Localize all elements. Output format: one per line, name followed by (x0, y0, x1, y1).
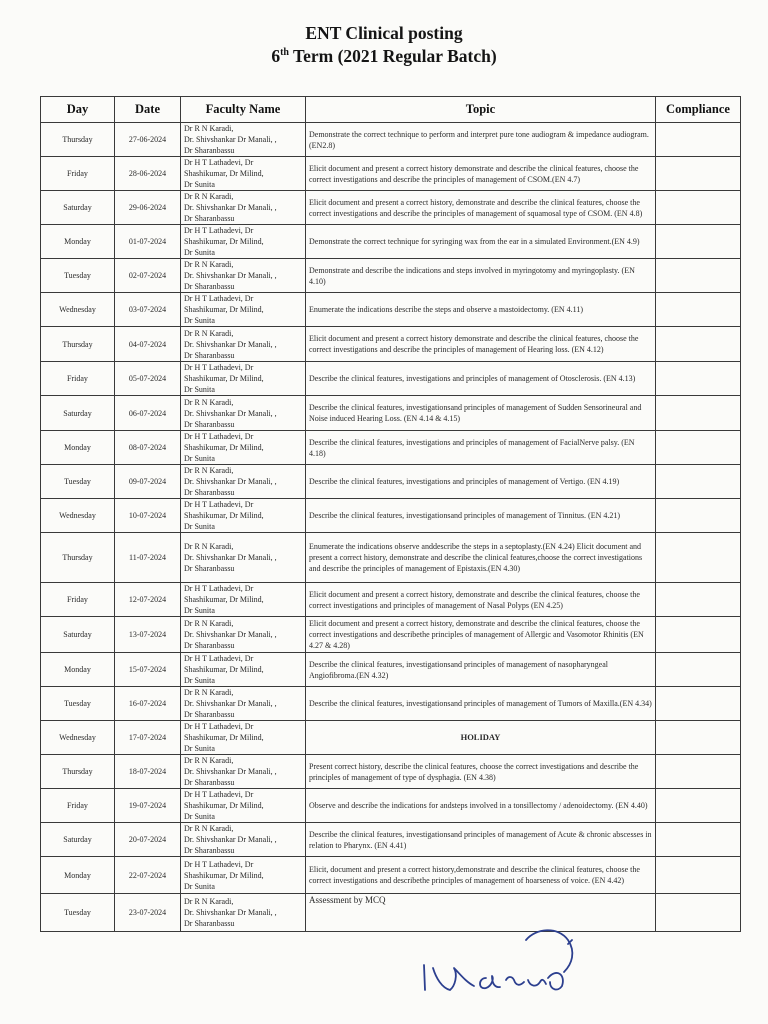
topic-cell: Describe the clinical features, investigations and principles of management of Otosclerosis. (EN 4.13) (306, 362, 656, 396)
signature (400, 920, 600, 1010)
table-row (41, 499, 741, 533)
faculty-name-line: Dr Sunita (184, 180, 215, 189)
faculty-cell (181, 687, 306, 721)
document-title: ENT Clinical posting (305, 23, 463, 43)
faculty-name-line: Dr H T Lathadevi, Dr (184, 363, 254, 372)
faculty-name-line: Dr H T Lathadevi, Dr (184, 722, 254, 731)
faculty-name-line: Dr Sunita (184, 881, 215, 891)
compliance-cell (656, 721, 741, 755)
date-cell: 04-07-2024 (115, 327, 181, 362)
topic-cell: Demonstrate the correct technique for syringing wax from the ear in a simulated Environment.(EN 4.9) (306, 225, 656, 259)
day-cell: Monday (41, 225, 115, 259)
faculty-name-line: Dr Sharanbassu (184, 282, 235, 291)
faculty-name-line: Shashikumar, Dr Milind, (184, 801, 264, 810)
faculty-name-line: Dr Sunita (184, 812, 215, 821)
compliance-cell (656, 431, 741, 465)
faculty-cell (181, 789, 306, 823)
date-cell: 12-07-2024 (115, 583, 181, 617)
compliance-cell (656, 617, 741, 653)
faculty-name-line: Dr Sharanbassu (184, 146, 235, 155)
faculty-cell (181, 123, 306, 157)
faculty-name-line: Dr Sunita (184, 316, 215, 325)
faculty-name-line: Dr. Shivshankar Dr Manali, , (184, 767, 277, 776)
faculty-cell (181, 617, 306, 653)
day-cell: Wednesday (41, 499, 115, 533)
faculty-name-line: Shashikumar, Dr Milind, (184, 237, 264, 246)
table-row (41, 293, 741, 327)
faculty-name-line: Dr R N Karadi, (184, 124, 234, 133)
schedule-table-body (41, 123, 741, 932)
table-row (41, 431, 741, 465)
document-title-block (0, 22, 768, 68)
compliance-cell (656, 362, 741, 396)
faculty-name-line: Dr. Shivshankar Dr Manali, , (184, 477, 277, 486)
compliance-cell (656, 533, 741, 583)
faculty-cell (181, 857, 306, 894)
date-cell: 06-07-2024 (115, 396, 181, 431)
faculty-cell (181, 755, 306, 789)
faculty-name-line: Dr. Shivshankar Dr Manali, , (184, 835, 277, 844)
table-row (41, 755, 741, 789)
date-cell: 29-06-2024 (115, 191, 181, 225)
signature-strokes (424, 930, 572, 990)
faculty-name-line: Dr. Shivshankar Dr Manali, , (184, 135, 277, 144)
schedule-table-head (41, 97, 741, 123)
day-cell: Wednesday (41, 721, 115, 755)
faculty-name-line: Dr. Shivshankar Dr Manali, , (184, 408, 277, 418)
compliance-cell (656, 894, 741, 932)
signature-stroke (506, 977, 524, 985)
signature-stroke (548, 973, 563, 990)
faculty-name-line: Dr R N Karadi, (184, 328, 234, 338)
faculty-name-line: Dr Sunita (184, 454, 215, 463)
faculty-cell (181, 191, 306, 225)
faculty-name-line: Dr H T Lathadevi, Dr (184, 294, 254, 303)
table-row (41, 259, 741, 293)
table-row (41, 789, 741, 823)
faculty-name-line: Dr H T Lathadevi, Dr (184, 859, 254, 869)
header-date: Date (115, 97, 181, 123)
faculty-name-line: Dr R N Karadi, (184, 466, 234, 475)
table-row (41, 327, 741, 362)
table-row (41, 653, 741, 687)
day-cell: Friday (41, 789, 115, 823)
faculty-cell (181, 823, 306, 857)
faculty-name-line: Dr H T Lathadevi, Dr (184, 790, 254, 799)
date-cell: 28-06-2024 (115, 157, 181, 191)
date-cell: 22-07-2024 (115, 857, 181, 894)
topic-cell: Elicit document and present a correct history, demonstrate and describe the clinical features, choose the correct investigations and describethe principles of management of Allergic and Vasomotor Rhinitis (EN 4.27 & 4.28) (306, 617, 656, 653)
faculty-name-line: Shashikumar, Dr Milind, (184, 305, 264, 314)
faculty-name-line: Dr. Shivshankar Dr Manali, , (184, 203, 277, 212)
table-row (41, 465, 741, 499)
day-cell: Monday (41, 431, 115, 465)
faculty-name-line: Dr Sunita (184, 606, 215, 615)
day-cell: Thursday (41, 755, 115, 789)
day-cell: Thursday (41, 327, 115, 362)
topic-cell: Describe the clinical features, investigationsand principles of management of Sudden Sensorineural and Noise induced Hearing Loss. (EN 4.14 & 4.15) (306, 396, 656, 431)
faculty-name-line: Dr H T Lathadevi, Dr (184, 584, 254, 593)
faculty-name-line: Dr H T Lathadevi, Dr (184, 500, 254, 509)
faculty-name-line: Dr Sharanbassu (184, 919, 235, 928)
subtitle-term-number: 6 (271, 46, 281, 66)
table-row (41, 362, 741, 396)
date-cell: 15-07-2024 (115, 653, 181, 687)
compliance-cell (656, 259, 741, 293)
date-cell: 01-07-2024 (115, 225, 181, 259)
compliance-cell (656, 157, 741, 191)
compliance-cell (656, 499, 741, 533)
day-cell: Tuesday (41, 259, 115, 293)
topic-cell: Describe the clinical features, investigationsand principles of management of Tumors of Maxilla.(EN 4.34) (306, 687, 656, 721)
faculty-name-line: Dr Sunita (184, 248, 215, 257)
faculty-name-line: Dr Sunita (184, 522, 215, 531)
faculty-name-line: Dr Sharanbassu (184, 846, 235, 855)
compliance-cell (656, 396, 741, 431)
table-row (41, 823, 741, 857)
assessment-topic: Assessment by MCQ (306, 894, 656, 932)
faculty-name-line: Dr R N Karadi, (184, 542, 234, 551)
faculty-name-line: Dr. Shivshankar Dr Manali, , (184, 339, 277, 349)
day-cell: Tuesday (41, 687, 115, 721)
date-cell: 20-07-2024 (115, 823, 181, 857)
topic-cell: Demonstrate the correct technique to perform and interpret pure tone audiogram & impedance audiogram.(EN2.8) (306, 123, 656, 157)
faculty-name-line: Dr R N Karadi, (184, 397, 234, 407)
faculty-cell (181, 431, 306, 465)
day-cell: Monday (41, 653, 115, 687)
topic-cell: Enumerate the indications describe the steps and observe a mastoidectomy. (EN 4.11) (306, 293, 656, 327)
faculty-name-line: Shashikumar, Dr Milind, (184, 169, 264, 178)
faculty-name-line: Dr Sunita (184, 744, 215, 753)
day-cell: Monday (41, 857, 115, 894)
day-cell: Tuesday (41, 465, 115, 499)
faculty-name-line: Dr R N Karadi, (184, 897, 234, 906)
table-row (41, 857, 741, 894)
header-topic: Topic (306, 97, 656, 123)
day-cell: Friday (41, 362, 115, 396)
date-cell: 13-07-2024 (115, 617, 181, 653)
compliance-cell (656, 789, 741, 823)
topic-cell: Describe the clinical features, investigations and principles of management of Vertigo. (EN 4.19) (306, 465, 656, 499)
day-cell: Wednesday (41, 293, 115, 327)
faculty-name-line: Dr H T Lathadevi, Dr (184, 654, 254, 663)
faculty-name-line: Shashikumar, Dr Milind, (184, 733, 264, 742)
table-row (41, 533, 741, 583)
faculty-name-line: Dr H T Lathadevi, Dr (184, 158, 254, 167)
date-cell: 23-07-2024 (115, 894, 181, 932)
faculty-name-line: Dr. Shivshankar Dr Manali, , (184, 630, 277, 639)
faculty-name-line: Dr R N Karadi, (184, 192, 234, 201)
date-cell: 02-07-2024 (115, 259, 181, 293)
faculty-cell (181, 396, 306, 431)
topic-cell: Elicit document and present a correct history, demonstrate and describe the clinical features, choose the correct investigations and principles of management of Nasal Polyps (EN 4.25) (306, 583, 656, 617)
header-day: Day (41, 97, 115, 123)
table-row (41, 123, 741, 157)
day-cell: Saturday (41, 617, 115, 653)
date-cell: 09-07-2024 (115, 465, 181, 499)
faculty-name-line: Dr Sharanbassu (184, 710, 235, 719)
topic-cell: Elicit, document and present a correct history,demonstrate and describe the clinical features, choose the correct investigations and describethe principles of management of hoarseness of voice. (EN 4.42) (306, 857, 656, 894)
date-cell: 10-07-2024 (115, 499, 181, 533)
header-compliance: Compliance (656, 97, 741, 123)
faculty-cell (181, 327, 306, 362)
faculty-cell (181, 362, 306, 396)
topic-cell: Describe the clinical features, investigations and principles of management of FacialNerve palsy. (EN 4.18) (306, 431, 656, 465)
holiday-label: HOLIDAY (306, 721, 656, 755)
compliance-cell (656, 123, 741, 157)
table-row (41, 157, 741, 191)
faculty-name-line: Dr Sharanbassu (184, 214, 235, 223)
faculty-cell (181, 225, 306, 259)
faculty-name-line: Dr H T Lathadevi, Dr (184, 226, 254, 235)
faculty-name-line: Shashikumar, Dr Milind, (184, 870, 264, 880)
compliance-cell (656, 225, 741, 259)
faculty-name-line: Dr Sunita (184, 385, 215, 394)
faculty-name-line: Dr R N Karadi, (184, 688, 234, 697)
faculty-name-line: Dr Sunita (184, 676, 215, 685)
table-row (41, 583, 741, 617)
day-cell: Saturday (41, 823, 115, 857)
compliance-cell (656, 687, 741, 721)
topic-cell: Describe the clinical features, investigationsand principles of management of Acute & chronic abscesses in relation to Pharynx. (EN 4.41) (306, 823, 656, 857)
faculty-cell (181, 157, 306, 191)
day-cell: Tuesday (41, 894, 115, 932)
compliance-cell (656, 857, 741, 894)
topic-cell: Observe and describe the indications for andsteps involved in a tonsillectomy / adenoidectomy. (EN 4.40) (306, 789, 656, 823)
faculty-name-line: Dr. Shivshankar Dr Manali, , (184, 553, 277, 562)
faculty-cell (181, 259, 306, 293)
header-row (41, 97, 741, 123)
document-subtitle (0, 45, 768, 68)
date-cell: 05-07-2024 (115, 362, 181, 396)
faculty-name-line: Shashikumar, Dr Milind, (184, 511, 264, 520)
signature-stroke (424, 965, 425, 990)
day-cell: Friday (41, 583, 115, 617)
faculty-name-line: Dr. Shivshankar Dr Manali, , (184, 699, 277, 708)
signature-stroke (528, 980, 546, 986)
faculty-name-line: Dr Sharanbassu (184, 641, 235, 650)
compliance-cell (656, 653, 741, 687)
topic-cell: Elicit document and present a correct history, demonstrate and describe the clinical features, choose the correct investigations and describe the principles of management of squamosal type of CSOM. (EN 4.8) (306, 191, 656, 225)
date-cell: 17-07-2024 (115, 721, 181, 755)
day-cell: Friday (41, 157, 115, 191)
topic-cell: Enumerate the indications observe anddescribe the steps in a septoplasty.(EN 4.24) Elicit document and present a correct history, demonstrate and describe the clinical features,choose the correct investigations and describe the principles of management of Epistaxis.(EN 4.30) (306, 533, 656, 583)
table-row (41, 191, 741, 225)
faculty-cell (181, 721, 306, 755)
compliance-cell (656, 823, 741, 857)
faculty-cell (181, 533, 306, 583)
faculty-cell (181, 293, 306, 327)
faculty-name-line: Dr Sharanbassu (184, 778, 235, 787)
header-faculty-name: Faculty Name (181, 97, 306, 123)
faculty-name-line: Dr R N Karadi, (184, 824, 234, 833)
compliance-cell (656, 293, 741, 327)
compliance-cell (656, 191, 741, 225)
date-cell: 16-07-2024 (115, 687, 181, 721)
faculty-name-line: Dr Sharanbassu (184, 419, 235, 429)
signature-stroke (526, 930, 572, 972)
day-cell: Thursday (41, 533, 115, 583)
signature-stroke (433, 968, 474, 990)
compliance-cell (656, 327, 741, 362)
faculty-name-line: Shashikumar, Dr Milind, (184, 595, 264, 604)
subtitle-term-suffix: th (280, 47, 289, 59)
schedule-table (40, 96, 741, 932)
faculty-name-line: Dr R N Karadi, (184, 619, 234, 628)
faculty-name-line: Dr Sharanbassu (184, 564, 235, 573)
topic-cell: Describe the clinical features, investigationsand principles of management of nasopharyngeal Angiofibroma.(EN 4.32) (306, 653, 656, 687)
faculty-name-line: Shashikumar, Dr Milind, (184, 374, 264, 383)
faculty-cell (181, 465, 306, 499)
date-cell: 08-07-2024 (115, 431, 181, 465)
faculty-name-line: Dr. Shivshankar Dr Manali, , (184, 908, 277, 917)
day-cell: Saturday (41, 396, 115, 431)
topic-cell: Elicit document and present a correct history demonstrate and describe the clinical features, choose the correct investigations and describe the principles of management of Hearing loss. (EN 4.12) (306, 327, 656, 362)
faculty-name-line: Shashikumar, Dr Milind, (184, 665, 264, 674)
faculty-cell (181, 653, 306, 687)
table-row (41, 396, 741, 431)
faculty-name-line: Dr R N Karadi, (184, 756, 234, 765)
day-cell: Thursday (41, 123, 115, 157)
compliance-cell (656, 583, 741, 617)
faculty-cell (181, 583, 306, 617)
faculty-name-line: Shashikumar, Dr Milind, (184, 443, 264, 452)
signature-stroke (480, 976, 500, 988)
faculty-name-line: Dr Sharanbassu (184, 488, 235, 497)
date-cell: 11-07-2024 (115, 533, 181, 583)
table-row (41, 687, 741, 721)
topic-cell: Elicit document and present a correct history demonstrate and describe the clinical features, choose the correct investigations and describe the principles of management of CSOM.(EN 4.7) (306, 157, 656, 191)
topic-cell: Demonstrate and describe the indications and steps involved in myringotomy and myringoplasty. (EN 4.10) (306, 259, 656, 293)
day-cell: Saturday (41, 191, 115, 225)
table-row (41, 721, 741, 755)
table-row (41, 225, 741, 259)
faculty-name-line: Dr H T Lathadevi, Dr (184, 432, 254, 441)
compliance-cell (656, 465, 741, 499)
table-row (41, 617, 741, 653)
date-cell: 19-07-2024 (115, 789, 181, 823)
faculty-cell (181, 499, 306, 533)
faculty-name-line: Dr R N Karadi, (184, 260, 234, 269)
topic-cell: Present correct history, describe the clinical features, choose the correct investigations and describe the principles of management of type of dysphagia. (EN 4.38) (306, 755, 656, 789)
faculty-name-line: Dr. Shivshankar Dr Manali, , (184, 271, 277, 280)
date-cell: 03-07-2024 (115, 293, 181, 327)
topic-cell: Describe the clinical features, investigationsand principles of management of Tinnitus. (EN 4.21) (306, 499, 656, 533)
date-cell: 27-06-2024 (115, 123, 181, 157)
compliance-cell (656, 755, 741, 789)
subtitle-term-rest: Term (2021 Regular Batch) (288, 46, 497, 66)
date-cell: 18-07-2024 (115, 755, 181, 789)
table-row (41, 894, 741, 932)
faculty-name-line: Dr Sharanbassu (184, 350, 235, 360)
faculty-cell (181, 894, 306, 932)
